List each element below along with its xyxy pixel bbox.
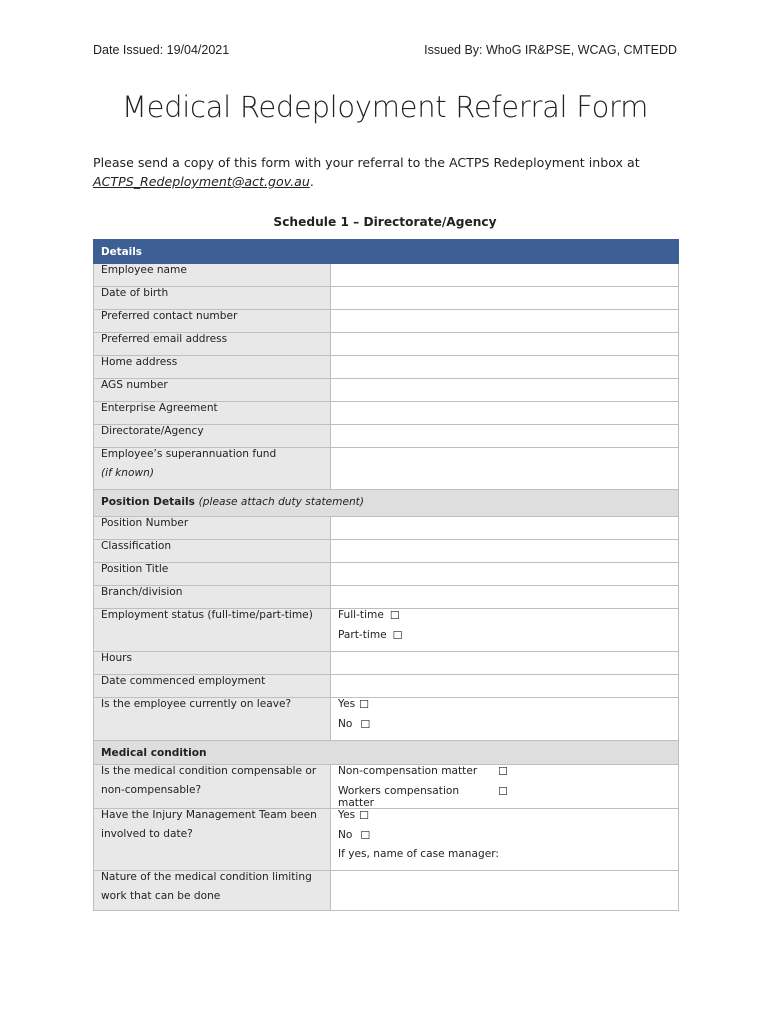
table-row <box>94 287 679 310</box>
table-row <box>94 652 679 675</box>
issued-by: Issued By: WhoG IR&PSE, WCAG, CMTEDD <box>424 43 677 57</box>
date-of-birth-label: Date of birth <box>94 287 331 310</box>
ags-number-label: AGS number <box>94 379 331 402</box>
super-fund-text: Employee’s superannuation fund <box>101 448 277 460</box>
case-manager-label: If yes, name of case manager: <box>338 848 499 860</box>
full-time-checkbox[interactable]: ☐ <box>389 609 400 622</box>
full-time-label: Full-time <box>338 609 384 621</box>
imt-yes-option[interactable] <box>338 809 671 829</box>
employee-name-field[interactable] <box>331 264 679 287</box>
schedule-title: Schedule 1 – Directorate/Agency <box>273 215 497 229</box>
section-medical-condition <box>94 741 679 765</box>
table-row <box>94 563 679 586</box>
branch-label: Branch/division <box>94 586 331 609</box>
imt-involved-label <box>94 809 331 871</box>
non-compensation-option[interactable] <box>338 765 671 785</box>
position-title-label: Position Title <box>94 563 331 586</box>
intro-text: Please send a copy of this form with your referral to the ACTPS Redeployment inbox at <box>93 155 640 170</box>
table-row <box>94 310 679 333</box>
section-details-label: Details <box>94 240 679 264</box>
date-commenced-label: Date commenced employment <box>94 675 331 698</box>
email-address-label: Preferred email address <box>94 333 331 356</box>
contact-number-field[interactable] <box>331 310 679 333</box>
employment-status-label: Employment status (full-time/part-time) <box>94 609 331 652</box>
non-compensation-checkbox[interactable]: ☐ <box>498 765 508 778</box>
workers-compensation-label: Workers compensation matter <box>338 784 460 809</box>
position-number-label: Position Number <box>94 517 331 540</box>
position-title-field[interactable] <box>331 563 679 586</box>
classification-label: Classification <box>94 540 331 563</box>
on-leave-label: Is the employee currently on leave? <box>94 698 331 741</box>
table-row <box>94 333 679 356</box>
nature-text-1: Nature of the medical condition limiting <box>101 871 312 883</box>
section-position-title: Position Details <box>101 496 195 508</box>
directorate-field[interactable] <box>331 425 679 448</box>
table-row <box>94 698 679 741</box>
imt-involved-options <box>331 809 679 871</box>
part-time-option[interactable] <box>338 629 671 649</box>
leave-yes-checkbox[interactable]: ☐ <box>359 698 369 711</box>
section-details <box>94 240 679 264</box>
imt-no-option[interactable] <box>338 829 671 849</box>
table-row <box>94 586 679 609</box>
part-time-checkbox[interactable]: ☐ <box>392 628 403 642</box>
imt-text-2: involved to date? <box>101 828 193 840</box>
table-row <box>94 765 679 809</box>
case-manager-field[interactable] <box>338 848 671 868</box>
referral-form-table <box>93 239 679 911</box>
section-position-details-label <box>94 490 679 517</box>
employment-status-options <box>331 609 679 652</box>
date-commenced-field[interactable] <box>331 675 679 698</box>
compensable-text-1: Is the medical condition compensable or <box>101 765 317 777</box>
workers-compensation-option[interactable] <box>338 784 671 809</box>
imt-text-1: Have the Injury Management Team been <box>101 809 317 821</box>
table-row <box>94 402 679 425</box>
leave-no-checkbox[interactable]: ☐ <box>360 717 371 731</box>
imt-no-label: No <box>338 828 353 841</box>
nature-condition-field[interactable] <box>331 871 679 911</box>
home-address-label: Home address <box>94 356 331 379</box>
imt-yes-checkbox[interactable]: ☐ <box>359 809 369 822</box>
classification-field[interactable] <box>331 540 679 563</box>
table-row <box>94 675 679 698</box>
part-time-label: Part-time <box>338 628 387 641</box>
enterprise-agreement-field[interactable] <box>331 402 679 425</box>
document-header <box>93 43 677 57</box>
leave-yes-option[interactable] <box>338 698 671 718</box>
leave-no-option[interactable] <box>338 718 671 738</box>
ags-number-field[interactable] <box>331 379 679 402</box>
leave-no-label: No <box>338 717 353 730</box>
table-row <box>94 264 679 287</box>
table-row <box>94 448 679 490</box>
compensable-text-2: non-compensable? <box>101 784 202 796</box>
table-row <box>94 609 679 652</box>
enterprise-agreement-label: Enterprise Agreement <box>94 402 331 425</box>
branch-field[interactable] <box>331 586 679 609</box>
imt-no-checkbox[interactable]: ☐ <box>360 828 371 842</box>
section-medical-condition-label: Medical condition <box>94 741 679 765</box>
nature-condition-label <box>94 871 331 911</box>
section-position-details <box>94 490 679 517</box>
position-number-field[interactable] <box>331 517 679 540</box>
date-issued: Date Issued: 19/04/2021 <box>93 43 230 57</box>
contact-number-label: Preferred contact number <box>94 310 331 333</box>
super-fund-field[interactable] <box>331 448 679 490</box>
compensable-options <box>331 765 679 809</box>
intro-period: . <box>309 174 314 189</box>
imt-yes-label: Yes <box>338 809 356 821</box>
redeployment-email-link[interactable]: ACTPS_Redeployment@act.gov.au <box>93 174 310 189</box>
nature-text-2: work that can be done <box>101 890 221 902</box>
leave-yes-label: Yes <box>338 698 356 710</box>
table-row <box>94 540 679 563</box>
table-row <box>94 809 679 871</box>
table-row <box>94 517 679 540</box>
directorate-label: Directorate/Agency <box>94 425 331 448</box>
workers-compensation-checkbox[interactable]: ☐ <box>498 784 508 798</box>
email-address-field[interactable] <box>331 333 679 356</box>
super-fund-label <box>94 448 331 490</box>
section-position-note: (please attach duty statement) <box>198 496 364 508</box>
employee-name-label: Employee name <box>94 264 331 287</box>
super-fund-note: (if known) <box>101 467 155 479</box>
table-row <box>94 356 679 379</box>
table-row <box>94 425 679 448</box>
hours-field[interactable] <box>331 652 679 675</box>
page-title: Medical Redeployment Referral Form <box>121 90 649 124</box>
on-leave-options <box>331 698 679 741</box>
hours-label: Hours <box>94 652 331 675</box>
non-compensation-label: Non-compensation matter <box>338 765 478 777</box>
compensable-label <box>94 765 331 809</box>
intro-paragraph <box>93 153 653 191</box>
table-row <box>94 871 679 911</box>
home-address-field[interactable] <box>331 356 679 379</box>
full-time-option[interactable] <box>338 609 671 629</box>
table-row <box>94 379 679 402</box>
date-of-birth-field[interactable] <box>331 287 679 310</box>
